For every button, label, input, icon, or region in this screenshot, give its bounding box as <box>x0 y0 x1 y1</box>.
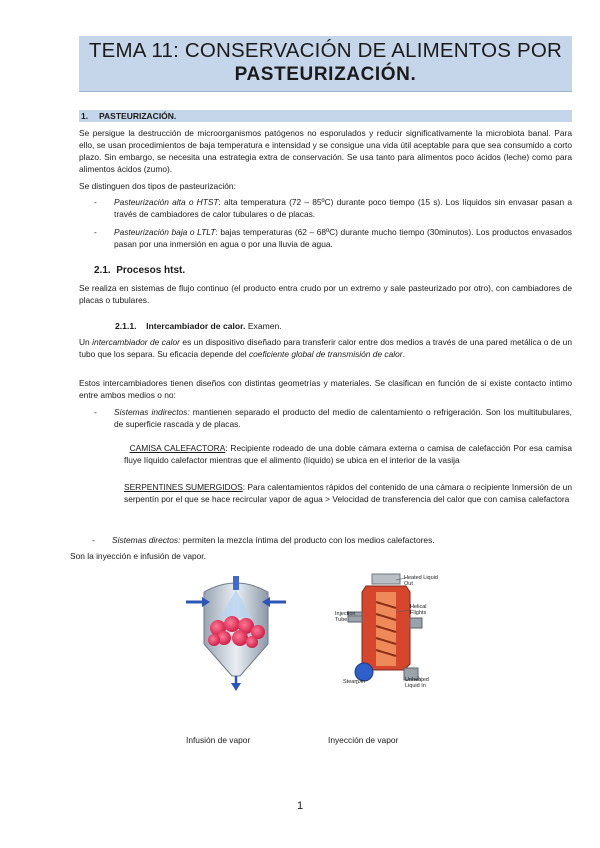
indirect-systems <box>94 406 572 430</box>
label-helical-flights: Helical Flights <box>410 604 427 616</box>
inlet-pipe <box>233 576 239 590</box>
type-ltlt <box>94 226 572 250</box>
page-number: 1 <box>296 800 304 812</box>
bullet-dash: - <box>94 227 97 237</box>
type-htst <box>94 196 572 220</box>
type-text: : alta temperatura (72 – 85ºC) durante poco tiempo (15 s). Los líquidos sin envasar pasan a través de cambiadores de calor tubulares o de placas. <box>114 197 572 219</box>
intro-paragraph: Se persigue la destrucción de microorganismos patógenos no esporulados y reducir significativamente la microbiota banal. Para ello, se usan procedimientos de baja temperatura e intensidad y se consigue una vida útil aceptable para que sea consumido a corto plazo. Sin embargo, se necesita una estrategia extra de conservación. Se usa tanto para alimentos poco ácidos (leche) como para alimentos ácidos (zumo). <box>79 128 572 174</box>
label-unheated-in: Unheated Liquid In <box>405 677 429 689</box>
direct-types: Son la inyección e infusión de vapor. <box>70 551 206 561</box>
text-run: es un dispositivo diseñado para transferir calor entre dos medios a través de una pared metálica o de un tubo que los separa. Su eficacia depende del <box>79 337 572 359</box>
camisa-text: : Recipiente rodeado de una doble cámara externa o camisa de calefacción Por esa camisa fluye líquido calefactor mientras que el alimento (líquido) se ubica en el interior de la vasija <box>124 443 572 465</box>
exam-note: Examen. <box>247 321 282 331</box>
classification-paragraph: Estos intercambiadores tienen diseños con distintas geometrías y materiales. Se clasifican en función de si existe contacto íntimo entre ambos medios o no: <box>79 378 572 400</box>
section-title: Procesos htst. <box>116 265 186 276</box>
title-line-1: TEMA 11: CONSERVACIÓN DE ALIMENTOS POR <box>88 39 563 62</box>
steam-injection-diagram <box>334 572 442 692</box>
bullet-dash: - <box>94 197 97 207</box>
term-heat-coefficient: coeficiente global de transmisión de calor <box>248 349 403 359</box>
section-title: Intercambiador de calor. <box>146 321 246 331</box>
camisa-calefactora <box>124 442 572 466</box>
section-number: 2.1. <box>94 265 111 276</box>
text-run: Un <box>79 337 93 347</box>
side-port <box>410 618 422 628</box>
top-flange <box>372 574 400 584</box>
caption-infusion: Infusión de vapor <box>186 735 251 745</box>
bullet-dash: - <box>92 535 95 545</box>
section-number: 2.1.1. <box>115 321 137 331</box>
type-term: Pasteurización alta o HTST <box>114 197 219 207</box>
section-number: 1. <box>81 111 89 121</box>
section-2-1-heading <box>94 264 185 278</box>
arrow-head-icon <box>231 683 241 691</box>
heat-exchanger-definition <box>79 336 572 360</box>
indirect-term: Sistemas indirectos: <box>114 407 190 417</box>
direct-text: permiten la mezcla íntima del producto con los medios calefactores. <box>180 535 435 545</box>
type-text: : bajas temperaturas (62 – 68ºC) durante mucho tiempo (30minutos). Los productos envasados pasan por una inmersión en agua o por una lluvia de agua. <box>114 227 572 249</box>
serpentines-sumergidos <box>124 481 572 505</box>
caption-injection: Inyección de vapor <box>328 735 399 745</box>
steam-infusion-diagram <box>184 572 288 692</box>
types-intro: Se distinguen dos tipos de pasteurización: <box>79 181 236 191</box>
serpentines-term: SERPENTINES SUMERGIDOS <box>124 482 243 492</box>
label-heated-out: Heated Liquid Out <box>404 575 438 587</box>
label-steam-in: Steam In <box>343 679 366 685</box>
label-injection-tube: Injection Tube <box>335 611 356 623</box>
section-2-1-1-heading <box>115 320 282 332</box>
camisa-term: CAMISA CALEFACTORA <box>129 443 226 453</box>
text-run: . <box>402 349 405 359</box>
title-banner <box>79 36 572 92</box>
bullet-dash: - <box>94 407 97 417</box>
direct-term: Sistemas directos: <box>112 535 181 545</box>
direct-systems <box>92 534 570 546</box>
serpentines-text: : Para calentamientos rápidos del contenido de una cámara o recipiente Inmersión de un serpentín por el que se hace recircular vapor de agua > Velocidad de transferencia del calor que con camisa calefactora <box>124 482 572 504</box>
title-line-2: PASTEURIZACIÓN. <box>234 64 417 85</box>
section-1-heading <box>79 110 572 122</box>
paragraph-2-1: Se realiza en sistemas de flujo continuo (el producto entra crudo por un extremo y sale pasteurizado por otro), con cambiadores de placas o tubulares. <box>79 283 572 305</box>
section-title: PASTEURIZACIÓN. <box>99 111 177 121</box>
term-heat-exchanger: intercambiador de calor <box>92 337 180 347</box>
indirect-text: mantienen separado el producto del medio de calentamiento o refrigeración. Son los multitubulares, de superficie rascada y de placas. <box>114 407 572 429</box>
type-term: Pasteurización baja o LTLT <box>114 227 216 237</box>
